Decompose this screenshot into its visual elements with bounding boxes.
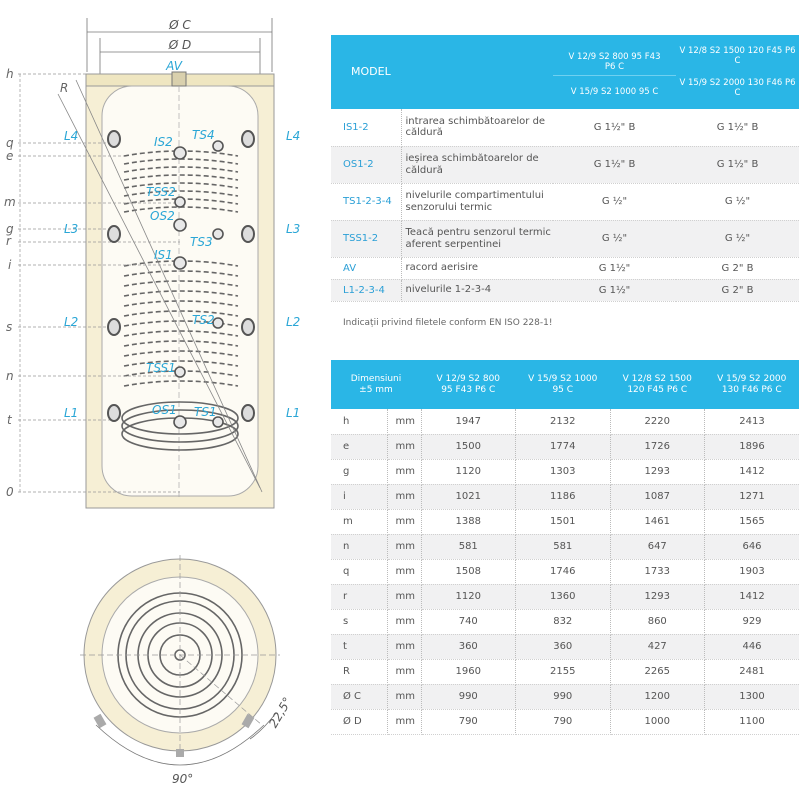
dim-value-3: 1726: [610, 434, 705, 459]
dim-unit: mm: [387, 684, 421, 709]
table-row: [331, 684, 799, 709]
table-row: [331, 709, 799, 734]
height-label-q: q: [6, 136, 14, 150]
dim-value-2: 1360: [516, 584, 611, 609]
air-vent-label: AV: [166, 59, 182, 73]
dim-value-1: 1388: [421, 509, 516, 534]
air-vent-port: [172, 72, 186, 86]
dim-value-1: 581: [421, 534, 516, 559]
dim-value-2: 1746: [516, 559, 611, 584]
dim-value-4: 1412: [705, 584, 800, 609]
height-label-s: s: [6, 320, 13, 334]
height-label-e: e: [6, 149, 14, 163]
port-label-ts3: TS3: [190, 235, 213, 249]
tank-plan-drawing: [0, 555, 330, 809]
thread-standard-note: Indicații privind filetele conform EN ISO 228-1!: [343, 318, 553, 328]
dim-value-4: 1896: [705, 434, 800, 459]
dim-unit: mm: [387, 459, 421, 484]
dim-value-3: 1000: [610, 709, 705, 734]
dimensions-table: [331, 360, 799, 735]
row-code: TSS1-2: [331, 220, 401, 257]
dim-value-2: 2132: [516, 409, 611, 434]
port-label-is1: IS1: [154, 248, 173, 262]
dim-parameter: Ø C: [331, 684, 387, 709]
dim-value-3: 1293: [610, 459, 705, 484]
height-label-r: r: [6, 234, 11, 248]
model-col1-header-top: V 12/9 S2 800 95 F43 P6 C: [553, 35, 676, 75]
dim-parameter: r: [331, 584, 387, 609]
row-code: AV: [331, 257, 401, 279]
table-row: [331, 609, 799, 634]
dim-header-col2: V 15/9 S2 1000 95 C: [516, 360, 611, 409]
row-value-2: G 1½" B: [676, 109, 799, 146]
dim-value-1: 1960: [421, 659, 516, 684]
table-row: [331, 559, 799, 584]
row-code: OS1-2: [331, 146, 401, 183]
dim-header-param: Dimensiuni ±5 mm: [331, 360, 421, 409]
port-label-l1-left: L1: [64, 406, 79, 420]
model-col2-header: V 12/8 S2 1500 120 F45 P6 C V 15/9 S2 2000 130 F46 P6 C: [676, 35, 799, 109]
table-row: [331, 109, 799, 146]
port-label-l4-right: L4: [286, 129, 301, 143]
dim-value-4: 646: [705, 534, 800, 559]
height-label-m: m: [4, 195, 16, 209]
row-description: Teacă pentru senzorul termic aferent serpentinei: [401, 220, 553, 257]
port-label-tss2: TSS2: [146, 185, 176, 199]
port-label-os2: OS2: [150, 209, 175, 223]
row-value-2: G ½": [676, 183, 799, 220]
dim-value-1: 1120: [421, 459, 516, 484]
dim-value-3: 647: [610, 534, 705, 559]
dim-unit: mm: [387, 709, 421, 734]
port-label-tss1: TSS1: [146, 361, 176, 375]
dim-parameter: m: [331, 509, 387, 534]
port-label-l2-right: L2: [286, 315, 301, 329]
outer-diameter-label: Ø C: [169, 18, 191, 32]
dim-value-3: 2220: [610, 409, 705, 434]
table-row: [331, 509, 799, 534]
dim-value-1: 1120: [421, 584, 516, 609]
dim-value-2: 360: [516, 634, 611, 659]
dim-value-2: 1186: [516, 484, 611, 509]
row-code: TS1-2-3-4: [331, 183, 401, 220]
dim-unit: mm: [387, 484, 421, 509]
row-description: nivelurile 1-2-3-4: [401, 279, 553, 301]
table-row: [331, 584, 799, 609]
table-row: [331, 257, 799, 279]
dim-value-3: 860: [610, 609, 705, 634]
dim-header-col4: V 15/9 S2 2000 130 F46 P6 C: [705, 360, 800, 409]
angle-label-large: 90°: [172, 772, 194, 786]
row-value-1: G 1½" B: [553, 146, 676, 183]
row-description: racord aerisire: [401, 257, 553, 279]
table-row: [331, 634, 799, 659]
model-header: MODEL: [331, 35, 553, 109]
inner-diameter-label: Ø D: [168, 38, 192, 52]
dim-value-4: 1565: [705, 509, 800, 534]
dim-value-4: 2481: [705, 659, 800, 684]
dim-unit: mm: [387, 584, 421, 609]
dim-value-3: 1087: [610, 484, 705, 509]
dim-value-1: 1021: [421, 484, 516, 509]
table-row: [331, 409, 799, 434]
table-row: [331, 146, 799, 183]
dim-value-3: 1461: [610, 509, 705, 534]
dim-unit: mm: [387, 534, 421, 559]
row-description: intrarea schimbătoarelor de căldură: [401, 109, 553, 146]
row-value-1: G 1½": [553, 257, 676, 279]
row-value-2: G ½": [676, 220, 799, 257]
height-label-0: 0: [6, 485, 14, 499]
dim-value-3: 427: [610, 634, 705, 659]
table-row: [331, 534, 799, 559]
port-label-l2-left: L2: [64, 315, 79, 329]
row-code: IS1-2: [331, 109, 401, 146]
tank-elevation-drawing: [0, 0, 330, 520]
dim-value-4: 2413: [705, 409, 800, 434]
port-label-os1: OS1: [152, 403, 177, 417]
angle-label-small: 22,5°: [266, 694, 295, 731]
model-connections-table: [331, 35, 799, 302]
dim-unit: mm: [387, 509, 421, 534]
dim-value-2: 1303: [516, 459, 611, 484]
row-value-2: G 2" B: [676, 279, 799, 301]
row-value-2: G 1½" B: [676, 146, 799, 183]
dim-value-1: 1508: [421, 559, 516, 584]
dim-value-4: 1412: [705, 459, 800, 484]
port-label-ts1: TS1: [194, 405, 217, 419]
dim-unit: mm: [387, 409, 421, 434]
dim-unit: mm: [387, 659, 421, 684]
dim-unit: mm: [387, 559, 421, 584]
port-label-ts4: TS4: [192, 128, 215, 142]
dim-value-4: 1300: [705, 684, 800, 709]
dim-value-4: 929: [705, 609, 800, 634]
row-value-2: G 2" B: [676, 257, 799, 279]
dim-value-1: 990: [421, 684, 516, 709]
dim-parameter: Ø D: [331, 709, 387, 734]
dim-parameter: t: [331, 634, 387, 659]
table-row: [331, 459, 799, 484]
dim-value-4: 446: [705, 634, 800, 659]
row-value-1: G 1½" B: [553, 109, 676, 146]
port-label-is2: IS2: [154, 135, 173, 149]
table-row: [331, 220, 799, 257]
dim-value-2: 581: [516, 534, 611, 559]
row-description: nivelurile compartimentului senzorului termic: [401, 183, 553, 220]
dim-header-col3: V 12/8 S2 1500 120 F45 P6 C: [610, 360, 705, 409]
port-label-ts2: TS2: [192, 313, 215, 327]
dim-parameter: n: [331, 534, 387, 559]
row-value-1: G 1½": [553, 279, 676, 301]
row-description: ieșirea schimbătoarelor de căldură: [401, 146, 553, 183]
dim-value-1: 360: [421, 634, 516, 659]
dim-value-4: 1271: [705, 484, 800, 509]
height-label-g: g: [6, 222, 14, 236]
dim-value-4: 1903: [705, 559, 800, 584]
dim-parameter: g: [331, 459, 387, 484]
dim-value-1: 1947: [421, 409, 516, 434]
dim-value-1: 1500: [421, 434, 516, 459]
dim-value-1: 740: [421, 609, 516, 634]
dim-parameter: R: [331, 659, 387, 684]
port-label-l3-left: L3: [64, 222, 79, 236]
dim-header-col1: V 12/9 S2 800 95 F43 P6 C: [421, 360, 516, 409]
dim-value-3: 1200: [610, 684, 705, 709]
table-row: [331, 183, 799, 220]
dim-value-2: 832: [516, 609, 611, 634]
port-label-l1-right: L1: [286, 406, 301, 420]
dim-parameter: q: [331, 559, 387, 584]
dim-value-4: 1100: [705, 709, 800, 734]
table-row: [331, 659, 799, 684]
height-label-n: n: [6, 369, 14, 383]
radius-label: R: [60, 81, 69, 95]
dim-value-2: 990: [516, 684, 611, 709]
dim-value-3: 1733: [610, 559, 705, 584]
row-value-1: G ½": [553, 183, 676, 220]
height-label-i: i: [8, 258, 12, 272]
dim-value-3: 1293: [610, 584, 705, 609]
dim-unit: mm: [387, 609, 421, 634]
dim-unit: mm: [387, 434, 421, 459]
table-row: [331, 484, 799, 509]
dim-parameter: s: [331, 609, 387, 634]
dim-parameter: i: [331, 484, 387, 509]
port-label-l4-left: L4: [64, 129, 79, 143]
dim-parameter: h: [331, 409, 387, 434]
height-label-t: t: [7, 413, 12, 427]
dim-value-2: 790: [516, 709, 611, 734]
dim-parameter: e: [331, 434, 387, 459]
port-label-l3-right: L3: [286, 222, 301, 236]
dim-value-2: 1501: [516, 509, 611, 534]
table-row: [331, 434, 799, 459]
row-code: L1-2-3-4: [331, 279, 401, 301]
dim-value-1: 790: [421, 709, 516, 734]
dim-value-2: 1774: [516, 434, 611, 459]
height-label-h: h: [6, 67, 14, 81]
row-value-1: G ½": [553, 220, 676, 257]
model-col1-header-bottom: V 15/9 S2 1000 95 C: [553, 75, 676, 109]
dim-value-3: 2265: [610, 659, 705, 684]
table-row: [331, 279, 799, 301]
dim-unit: mm: [387, 634, 421, 659]
dim-value-2: 2155: [516, 659, 611, 684]
